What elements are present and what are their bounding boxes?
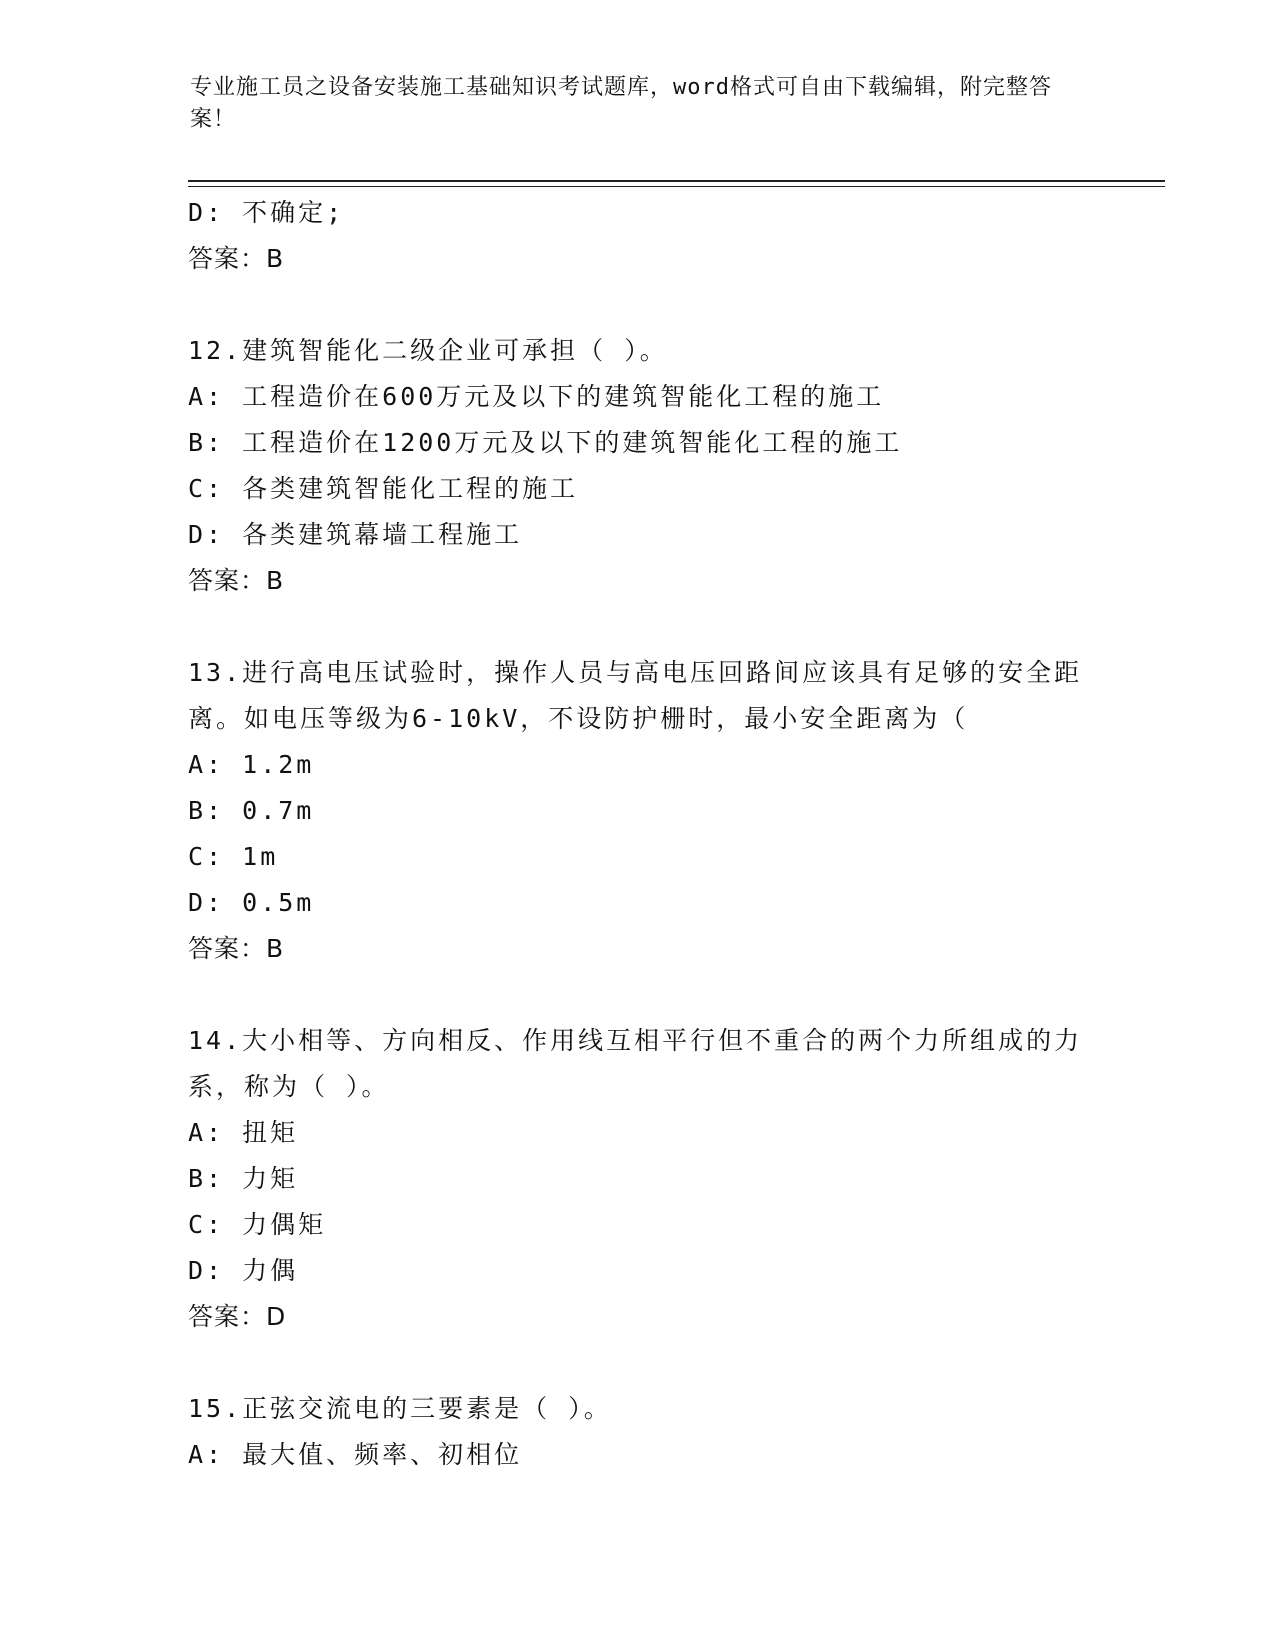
question-answer: 答案：B bbox=[188, 934, 285, 963]
question-11-answer: 答案：B bbox=[188, 244, 285, 273]
question-15 bbox=[188, 1386, 1168, 1478]
option-a: A: 扭矩 bbox=[188, 1118, 299, 1147]
option-c: C: 各类建筑智能化工程的施工 bbox=[188, 474, 579, 503]
option-d: D: 力偶 bbox=[188, 1256, 299, 1285]
page-content bbox=[188, 190, 1168, 1478]
option-d: D: 0.5m bbox=[188, 888, 315, 917]
question-11-option-d: D: 不确定; bbox=[188, 198, 345, 227]
option-d: D: 各类建筑幕墙工程施工 bbox=[188, 520, 523, 549]
option-a: A: 工程造价在600万元及以下的建筑智能化工程的施工 bbox=[188, 382, 885, 411]
document-header: 专业施工员之设备安装施工基础知识考试题库，word格式可自由下载编辑，附完整答案！ bbox=[190, 75, 1052, 132]
question-12 bbox=[188, 328, 1168, 604]
question-text: 14.大小相等、方向相反、作用线互相平行但不重合的两个力所组成的力系，称为（ ）。 bbox=[188, 1026, 1083, 1101]
option-b: B: 力矩 bbox=[188, 1164, 299, 1193]
option-a: A: 1.2m bbox=[188, 750, 315, 779]
question-text: 12.建筑智能化二级企业可承担（ ）。 bbox=[188, 336, 668, 365]
question-text: 15.正弦交流电的三要素是（ ）。 bbox=[188, 1394, 612, 1423]
question-text: 13.进行高电压试验时，操作人员与高电压回路间应该具有足够的安全距离。如电压等级为6-10kV，不设防护栅时，最小安全距离为（ bbox=[188, 658, 1083, 733]
header-divider-thick bbox=[188, 180, 1165, 182]
option-b: B: 0.7m bbox=[188, 796, 315, 825]
option-c: C: 1m bbox=[188, 842, 279, 871]
question-answer: 答案：B bbox=[188, 566, 285, 595]
header-divider-thin bbox=[188, 186, 1165, 187]
option-a: A: 最大值、频率、初相位 bbox=[188, 1440, 523, 1469]
question-14 bbox=[188, 1018, 1168, 1340]
option-b: B: 工程造价在1200万元及以下的建筑智能化工程的施工 bbox=[188, 428, 903, 457]
question-answer: 答案：D bbox=[188, 1302, 287, 1331]
question-13 bbox=[188, 650, 1168, 972]
option-c: C: 力偶矩 bbox=[188, 1210, 327, 1239]
